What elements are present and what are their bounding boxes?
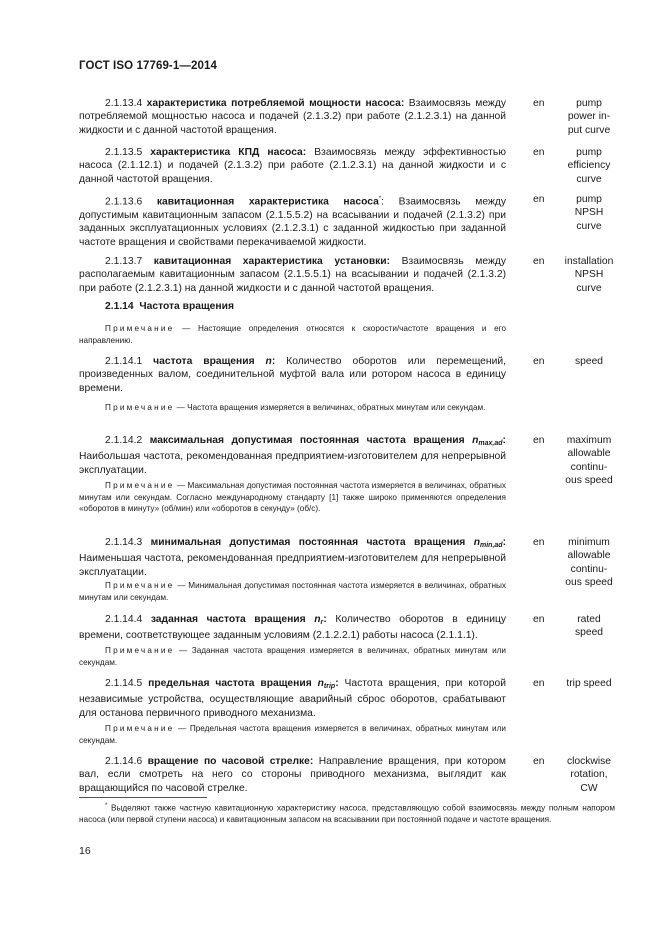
symbol-subscript: min,ad bbox=[480, 542, 503, 549]
english-term bbox=[563, 146, 615, 186]
note-label: Примечание bbox=[105, 646, 175, 655]
symbol: n bbox=[473, 537, 480, 548]
definition-term: характеристика КПД насоса: bbox=[150, 147, 307, 158]
note-dash: — bbox=[176, 403, 185, 412]
english-term-line: continu- bbox=[570, 461, 608, 473]
section-number: 2.1.14 bbox=[105, 301, 134, 312]
english-term-line: trip speed bbox=[566, 678, 612, 689]
definition-number: 2.1.14.1 bbox=[105, 356, 143, 367]
note-text: Предельная частота вращения измеряется в величинах, обратных минутам или секундам. bbox=[79, 724, 506, 745]
english-term-line: speed bbox=[574, 356, 604, 367]
english-term-line: curve bbox=[576, 173, 602, 185]
english-term-line: NPSH bbox=[574, 269, 604, 281]
definition-body: : Взаимосвязь между допустимым кавитационным запасом (2.1.5.5.2) на всасывании и подачей (2.1.3.2) при заданных эксплуатационных условиях (2.1.2.3.1) с заданной жидкостью при заданной частоте вращения и свойствами перекачиваемой жидкости. bbox=[79, 196, 506, 248]
definition-body: Направление вращения, при котором вал, если смотреть на него со стороны приводного механизма, выглядит как вращающийся по часовой стрелке. bbox=[79, 756, 506, 794]
definition-number: 2.1.13.6 bbox=[105, 196, 143, 208]
english-term-line: continu- bbox=[570, 563, 608, 575]
note-text: Минимальная допустимая постоянная частота измеряется в величинах, обратных минутам или секундам. bbox=[79, 581, 507, 602]
english-term-line: pump bbox=[576, 147, 602, 158]
definition-text bbox=[79, 255, 506, 295]
symbol: n bbox=[317, 678, 324, 689]
english-term-line: installation bbox=[564, 256, 614, 267]
definition-text bbox=[79, 536, 506, 579]
definition-term: заданная частота вращения bbox=[150, 614, 306, 625]
section-title: Частота вращения bbox=[139, 301, 234, 312]
definition-colon: : bbox=[271, 356, 276, 367]
definition-text bbox=[79, 355, 506, 395]
note bbox=[79, 580, 506, 603]
definition-body: Количество оборотов или перемещений, произведенных валом, соединительной муфтой вала или ротором насоса в единицу времени. bbox=[79, 356, 506, 394]
definition-body: Взаимосвязь между эффективностью насоса (2.1.12.1) и подачей (2.1.3.2) при работе (2.1.2.3.1) на данной жидкости и с данной частотой вращения. bbox=[79, 147, 506, 185]
definition-term: кавитационная характеристика установки: bbox=[153, 256, 391, 267]
symbol-subscript: r bbox=[320, 619, 324, 626]
section-heading bbox=[105, 301, 234, 312]
footnote-mark: * bbox=[105, 803, 108, 809]
english-term-line: ous speed bbox=[565, 475, 613, 487]
english-term bbox=[563, 355, 615, 368]
definition-colon: : bbox=[335, 678, 339, 689]
english-term-line: curve bbox=[576, 220, 602, 232]
language-code: en bbox=[533, 756, 545, 767]
definition-text bbox=[79, 613, 506, 643]
note bbox=[79, 323, 506, 346]
english-term-line: put curve bbox=[567, 124, 611, 136]
note-text: Максимальная допустимая постоянная частота измеряется в величинах, обратных минутам или секундам. Согласно международному стандарту [1] также широко применяются определения «оборотов в минуту» (об/мин) или «оборотов в секунду» (об/с). bbox=[79, 481, 506, 513]
definition-text bbox=[79, 146, 506, 186]
definition-number: 2.1.14.6 bbox=[105, 756, 143, 767]
note-dash: — bbox=[178, 646, 188, 655]
english-term-line: pump bbox=[576, 194, 602, 205]
english-term-line: minimum bbox=[568, 537, 610, 548]
english-term bbox=[563, 536, 615, 590]
definition-body: Взаимосвязь между потребляемой мощностью насоса и подачей (2.1.3.2) при работе (2.1.2.3.1) на данной жидкости и с данной частотой вращения. bbox=[79, 98, 506, 136]
definition-body: Наибольшая частота, рекомендованная предприятием-изготовителем для непрерывной эксплуатации. bbox=[79, 451, 506, 476]
note bbox=[79, 723, 506, 746]
definition-number: 2.1.14.4 bbox=[105, 614, 143, 625]
definition-text bbox=[79, 193, 506, 249]
english-term-line: speed bbox=[574, 627, 604, 639]
footnote-marker: * bbox=[378, 196, 382, 202]
definition-body: Количество оборотов в единицу времени, соответствующее заданным условиям (2.1.2.2.1) работы насоса (2.1.1.1). bbox=[79, 614, 507, 642]
english-term bbox=[563, 434, 615, 488]
definition-text bbox=[79, 434, 506, 477]
english-term-line: ous speed bbox=[565, 577, 613, 589]
language-code: en bbox=[533, 435, 545, 446]
english-term-line: curve bbox=[576, 282, 602, 294]
definition-number: 2.1.14.2 bbox=[105, 435, 143, 446]
definition-term: кавитационная характеристика насоса bbox=[156, 196, 379, 208]
english-term bbox=[563, 255, 615, 295]
definition-colon: : bbox=[502, 435, 506, 446]
page-number: 16 bbox=[79, 845, 91, 857]
definition-term: вращение по часовой стрелке: bbox=[147, 756, 314, 767]
language-code: en bbox=[533, 194, 545, 205]
english-term-line: rated bbox=[577, 614, 601, 625]
english-term-line: efficiency bbox=[567, 160, 611, 172]
note-dash: — bbox=[182, 324, 191, 333]
note-text: Настоящие определения относятся к скорости/частоте вращения и его направлению. bbox=[79, 324, 507, 345]
definition-body: Взаимосвязь между располагаемым кавитационным запасом (2.1.5.5.1) на всасывании и подачей (2.1.3.2) при работе (2.1.2.3.1) на данной жидкости и с данной частотой вращения. bbox=[79, 256, 506, 294]
definition-number: 2.1.14.3 bbox=[105, 537, 143, 548]
footnote bbox=[79, 801, 615, 825]
note-label: Примечание bbox=[105, 324, 175, 333]
note-label: Примечание bbox=[105, 481, 175, 490]
symbol: n bbox=[314, 614, 321, 625]
english-term-line: allowable bbox=[567, 550, 611, 562]
definition-colon: : bbox=[323, 614, 327, 625]
english-term-line: CW bbox=[580, 782, 598, 794]
english-term bbox=[563, 613, 615, 640]
english-term bbox=[563, 97, 615, 137]
english-term bbox=[563, 677, 615, 690]
english-term-line: pump bbox=[576, 98, 602, 109]
note-dash: — bbox=[178, 724, 187, 733]
note-text: Заданная частота вращения измеряется в величинах, обратных минутам или секундам. bbox=[79, 646, 507, 667]
english-term bbox=[563, 193, 615, 233]
document-header: ГОСТ ISO 17769-1—2014 bbox=[79, 60, 217, 72]
language-code: en bbox=[533, 256, 545, 267]
note bbox=[79, 645, 506, 668]
language-code: en bbox=[533, 356, 545, 367]
definition-colon: : bbox=[502, 537, 506, 548]
note bbox=[79, 480, 506, 515]
language-code: en bbox=[533, 678, 545, 689]
english-term-line: power in- bbox=[567, 111, 611, 123]
note-dash: — bbox=[176, 481, 186, 490]
note-dash: — bbox=[177, 581, 186, 590]
note-label: Примечание bbox=[105, 724, 175, 733]
definition-body: Наименьшая частота, рекомендованная предприятием-изготовителем для непрерывной эксплуатации. bbox=[79, 553, 506, 578]
definition-text bbox=[79, 677, 506, 720]
language-code: en bbox=[533, 537, 545, 548]
language-code: en bbox=[533, 98, 545, 109]
definition-term: максимальная допустимая постоянная частота вращения bbox=[149, 435, 465, 446]
note-text: Частота вращения измеряется в величинах, обратных минутам или секундам. bbox=[187, 403, 486, 412]
english-term bbox=[563, 755, 615, 795]
note bbox=[79, 402, 506, 414]
symbol: n bbox=[472, 435, 479, 446]
definition-number: 2.1.13.5 bbox=[105, 147, 143, 158]
footnote-divider bbox=[79, 797, 207, 798]
language-code: en bbox=[533, 147, 545, 158]
definition-term: частота вращения bbox=[153, 356, 255, 367]
definition-term: характеристика потребляемой мощности насоса: bbox=[146, 98, 405, 109]
note-label: Примечание bbox=[105, 403, 175, 412]
language-code: en bbox=[533, 614, 545, 625]
definition-body: Частота вращения, при которой независимые устройства, осуществляющие аварийный сброс оборотов, срабатывают для останова первичного приводного механизма. bbox=[79, 678, 506, 719]
english-term-line: rotation, bbox=[570, 769, 608, 781]
definition-term: минимальная допустимая постоянная частота вращения bbox=[150, 537, 466, 548]
definition-text bbox=[79, 755, 506, 795]
english-term-line: NPSH bbox=[574, 207, 604, 219]
symbol-subscript: trip bbox=[323, 683, 336, 690]
symbol-subscript: max,ad bbox=[478, 440, 503, 447]
definition-text bbox=[79, 97, 506, 137]
english-term-line: clockwise bbox=[566, 756, 612, 767]
note-label: Примечание bbox=[105, 581, 175, 590]
definition-term: предельная частота вращения bbox=[148, 678, 312, 689]
definition-number: 2.1.13.7 bbox=[105, 256, 143, 267]
symbol: n bbox=[265, 356, 272, 367]
english-term-line: maximum bbox=[566, 435, 612, 446]
english-term-line: allowable bbox=[567, 448, 611, 460]
definition-number: 2.1.13.4 bbox=[105, 98, 143, 109]
definition-number: 2.1.14.5 bbox=[105, 678, 143, 689]
footnote-text: Выделяют также частную кавитационную характеристику насоса, представляющую собой взаимосвязь между полным напором насоса (или первой ступени насоса) и кавитационным запасом на всасывании при постоянной подаче и частоте вращения. bbox=[79, 803, 615, 825]
